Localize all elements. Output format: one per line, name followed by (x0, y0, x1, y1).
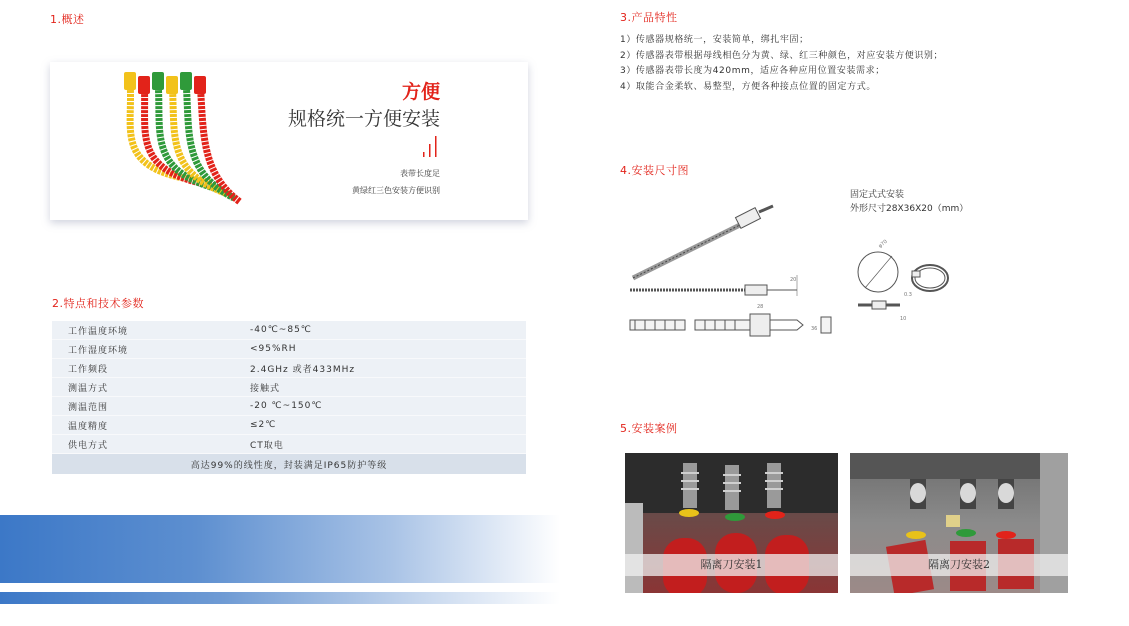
spec-value: 接触式 (250, 383, 281, 394)
strap-top-view (630, 314, 831, 336)
spec-value: ≤2℃ (250, 420, 277, 430)
dimension-note-line-1: 固定式式安装 (850, 190, 905, 200)
spec-footer: 高达99%的线性度，封装满足IP65防护等级 (52, 454, 526, 474)
overview-title: 1.概述 (50, 13, 85, 26)
spec-label: 测温方式 (68, 383, 109, 394)
spec-row (52, 321, 526, 340)
strap-side-view (630, 275, 797, 296)
spec-row (52, 397, 526, 416)
banner-subheadline: 规格统一方便安装 (287, 108, 440, 130)
install-photo-2 (850, 453, 1068, 593)
dimensions-title: 4.安装尺寸图 (620, 164, 689, 177)
spec-row (52, 435, 526, 454)
spec-row (52, 340, 526, 359)
spec-row (52, 378, 526, 397)
dim-label-b: 28 (757, 304, 764, 310)
feature-item: 3）传感器表带长度为420mm，适应各种应用位置安装需求； (620, 66, 885, 76)
decorative-band-top (0, 515, 560, 583)
dimension-drawing (625, 198, 840, 348)
spec-label: 工作湿度环境 (68, 345, 129, 356)
features-list (620, 33, 943, 95)
spec-value: -40℃~85℃ (250, 325, 312, 335)
feature-item: 1）传感器规格统一，安装简单，绑扎牢固； (620, 35, 809, 45)
features-title: 3.产品特性 (620, 11, 678, 24)
dim-label-e: 0.3 (904, 292, 912, 298)
spec-label: 工作温度环境 (68, 326, 129, 337)
banner-headline: 方便 (401, 81, 440, 103)
banner-line-1: 表带长度足 (400, 169, 440, 178)
spec-label: 供电方式 (68, 440, 109, 451)
install-photo-1 (625, 453, 838, 593)
product-banner (50, 62, 528, 220)
spec-row (52, 416, 526, 435)
accent-bars-icon (422, 136, 440, 158)
dim-label-c: 36 (811, 326, 818, 332)
spec-label: 工作频段 (68, 364, 109, 375)
spec-value: -20 ℃~150℃ (250, 401, 323, 411)
spec-table (52, 321, 526, 474)
ring-drawing (850, 230, 960, 325)
dim-label-f: 10 (900, 316, 907, 322)
spec-row (52, 359, 526, 378)
feature-item: 4）取能合金柔软、易整型，方便各种接点位置的固定方式。 (620, 81, 876, 92)
cases-title: 5.安装案例 (620, 422, 678, 435)
spec-label: 温度精度 (68, 421, 109, 432)
dimension-note-line-2: 外形尺寸28X36X20（mm） (850, 204, 969, 214)
dimension-note (850, 188, 968, 216)
spec-value: CT取电 (250, 440, 284, 451)
photo-2-caption: 隔离刀安装2 (850, 554, 1068, 576)
spec-label: 测温范围 (68, 402, 109, 413)
banner-line-2: 黄绿红三色安装方便识别 (352, 186, 440, 195)
dim-label-d: φ70 (877, 238, 889, 250)
spec-value: 2.4GHz 或者433MHz (250, 364, 356, 375)
feature-item: 2）传感器表带根据母线相色分为黄、绿、红三种颜色，对应安装方便识别； (620, 50, 944, 61)
dim-label-a: 20 (790, 277, 797, 283)
decorative-band-bottom (0, 592, 560, 604)
strap-diagonal (633, 206, 773, 278)
specs-title: 2.特点和技术参数 (52, 297, 144, 310)
sensor-straps-illustration (90, 62, 300, 220)
spec-value: <95%RH (250, 344, 297, 354)
photo-1-caption: 隔离刀安装1 (625, 554, 838, 576)
